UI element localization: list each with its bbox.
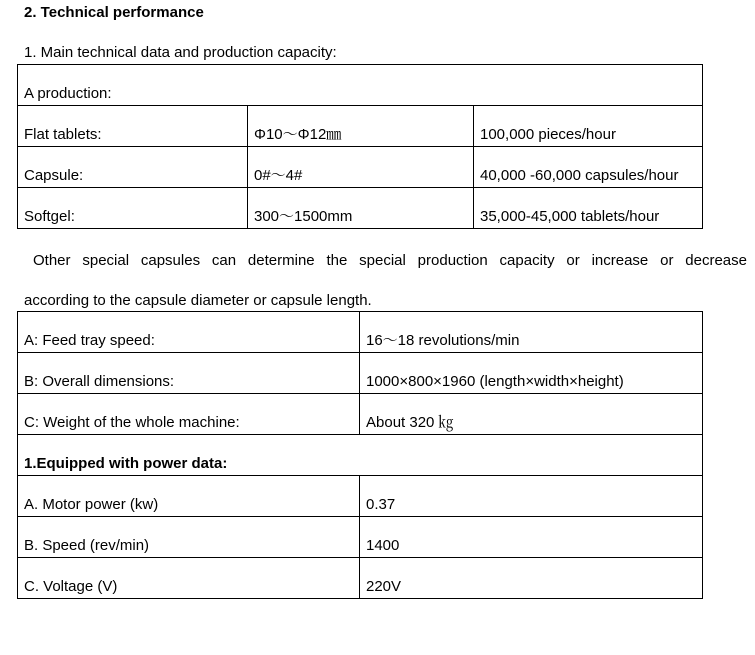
power-value: 220V: [360, 558, 703, 599]
specs-table: [17, 311, 703, 599]
item-cell: Capsule:: [18, 147, 248, 188]
table-row: [18, 312, 703, 353]
table-row: [18, 106, 703, 147]
note-line-2: according to the capsule diameter or capsule length.: [24, 292, 372, 309]
spec-value: 16～18 revolutions/min: [360, 312, 703, 353]
table-header-row: [18, 65, 703, 106]
table-row: [18, 558, 703, 599]
subsection-title: 1. Main technical data and production capacity:: [24, 44, 337, 61]
capacity-cell: 35,000-45,000 tablets/hour: [474, 188, 703, 229]
production-table: [17, 64, 703, 229]
section-title: 2. Technical performance: [24, 4, 204, 21]
table-row: [18, 188, 703, 229]
power-value: 0.37: [360, 476, 703, 517]
size-cell: 0#～4#: [248, 147, 474, 188]
power-label: B. Speed (rev/min): [18, 517, 360, 558]
item-cell: Flat tablets:: [18, 106, 248, 147]
capacity-cell: 40,000 -60,000 capsules/hour: [474, 147, 703, 188]
capacity-cell: 100,000 pieces/hour: [474, 106, 703, 147]
item-cell: Softgel:: [18, 188, 248, 229]
spec-value: About 320 ㎏: [360, 394, 703, 435]
table-row: [18, 147, 703, 188]
table-row: [18, 353, 703, 394]
spec-label: C: Weight of the whole machine:: [18, 394, 360, 435]
power-value: 1400: [360, 517, 703, 558]
production-header: A production:: [18, 65, 703, 106]
spec-value: 1000×800×1960 (length×width×height): [360, 353, 703, 394]
table-row: [18, 394, 703, 435]
power-header: 1.Equipped with power data:: [18, 435, 703, 476]
spec-label: B: Overall dimensions:: [18, 353, 360, 394]
table-row: [18, 476, 703, 517]
spec-label: A: Feed tray speed:: [18, 312, 360, 353]
power-label: C. Voltage (V): [18, 558, 360, 599]
size-cell: Φ10～Φ12㎜: [248, 106, 474, 147]
power-header-row: [18, 435, 703, 476]
power-label: A. Motor power (kw): [18, 476, 360, 517]
note-line-1: Other special capsules can determine the special production capacity or increase or decrease: [33, 252, 747, 269]
table-row: [18, 517, 703, 558]
size-cell: 300～1500mm: [248, 188, 474, 229]
